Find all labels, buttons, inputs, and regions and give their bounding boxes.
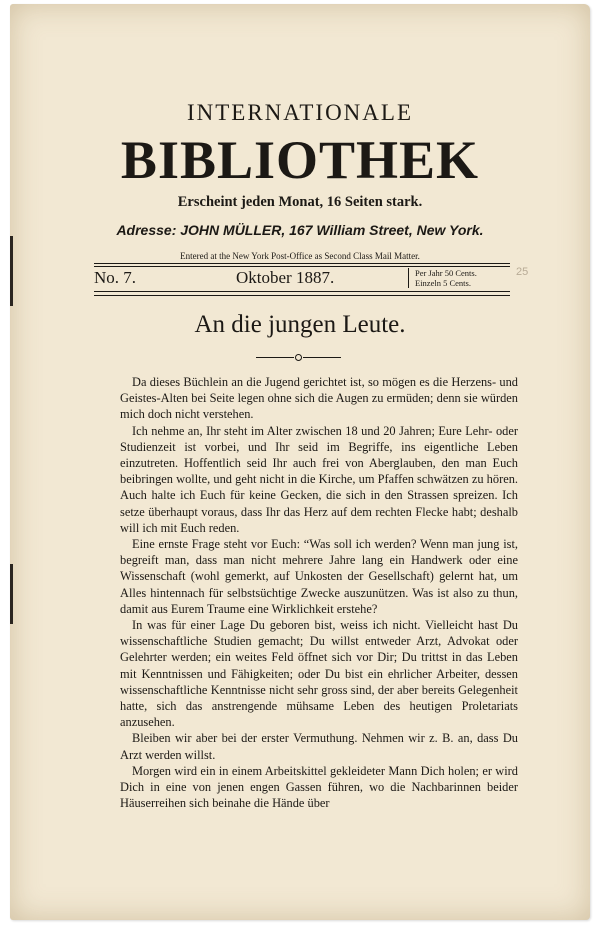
paragraph: Eine ernste Frage steht vor Euch: “Was soll ich werden? Wenn man jung ist, begreift man, dass man nicht mehrere Jahre lang ein Handwerk oder eine Wissenschaft (wohl gemerkt, auf Unkosten der Gesellschaft) gelernt hat, um Alles hintennach für selbstsüchtige Zwecke auszunützen. Was ist also zu thun, damit aus Eurem Traume eine Wirklichkeit erstehe? — [120, 537, 518, 616]
divider — [94, 266, 510, 267]
issue-number: No. 7. — [94, 268, 137, 287]
article-title: An die jungen Leute. — [194, 311, 406, 338]
issue-date: Oktober 1887. — [236, 268, 335, 287]
divider — [94, 263, 510, 264]
divider — [94, 295, 510, 296]
pencil-annotation: 25 — [516, 266, 529, 278]
issue-bar — [94, 268, 510, 290]
binding-mark — [10, 564, 13, 624]
postal-notice: Entered at the New York Post-Office as Second Class Mail Matter. — [180, 251, 420, 261]
publisher-address: Adresse: JOHN MÜLLER, 167 William Street, New York. — [116, 222, 484, 238]
masthead-title: BIBLIOTHEK — [120, 130, 480, 190]
price-info — [408, 268, 477, 288]
price-per-year: Per Jahr 50 Cents. — [415, 268, 477, 278]
binding-mark — [10, 236, 13, 306]
paragraph: In was für einer Lage Du geboren bist, weiss ich nicht. Vielleicht hast Du wissenschaftliche Studien gemacht; Du willst entweder Arzt, Advokat oder Gelehrter werden; ein weites Feld öffnet sich vor Dir; Du trittst in das Leben mit Kenntnissen und Fähigkeiten; oder Du bist ein ehrlicher Arbeiter, dessen wissenschaftliche Kenntnisse nicht sehr gross sind, der aber bereits Gelegenheit hatte, sich das anstrengende mühsame Leben des heutigen Proletariats anzusehen. — [120, 618, 518, 730]
price-single: Einzeln 5 Cents. — [415, 278, 471, 288]
paragraph: Bleiben wir aber bei der erster Vermuthung. Nehmen wir z. B. an, dass Du Arzt werden willst. — [120, 731, 518, 762]
ornament-divider — [256, 352, 342, 362]
masthead-small-title: INTERNATIONALE — [186, 100, 413, 125]
article-body — [120, 374, 518, 811]
publication-frequency: Erscheint jeden Monat, 16 Seiten stark. — [177, 194, 423, 210]
divider — [94, 291, 510, 292]
paragraph: Ich nehme an, Ihr steht im Alter zwischen 18 und 20 Jahren; Eure Lehr- oder Studienzeit ist vorbei, und Ihr seid im Begriffe, ins eigentliche Leben einzutreten. Hoffentlich seid Ihr auch frei von Aberglauben, den man Euch beibringen wollte, und geht nicht in die Kirche, um Pfaffen schwätzen zu hören. Auch halte ich Euch für keine Gecken, die sich in den Strassen spreizen. Ich setze überhaupt voraus, dass Ihr das Herz auf dem rechten Flecke habt; deshalb will ich mit Euch reden. — [120, 423, 518, 535]
paragraph: Da dieses Büchlein an die Jugend gerichtet ist, so mögen es die Herzens- und Geistes-Alten bei Seite legen ohne sich die Augen zu ermüden; denn sie würden mich doch nicht verstehen. — [120, 375, 518, 422]
paragraph: Morgen wird ein in einem Arbeitskittel gekleideter Mann Dich holen; er wird Dich in eine von jenen engen Gassen führen, wo die Nachbarinnen beider Häuserreihen sich beinahe die Hände über — [120, 763, 518, 811]
document-page — [10, 4, 590, 920]
